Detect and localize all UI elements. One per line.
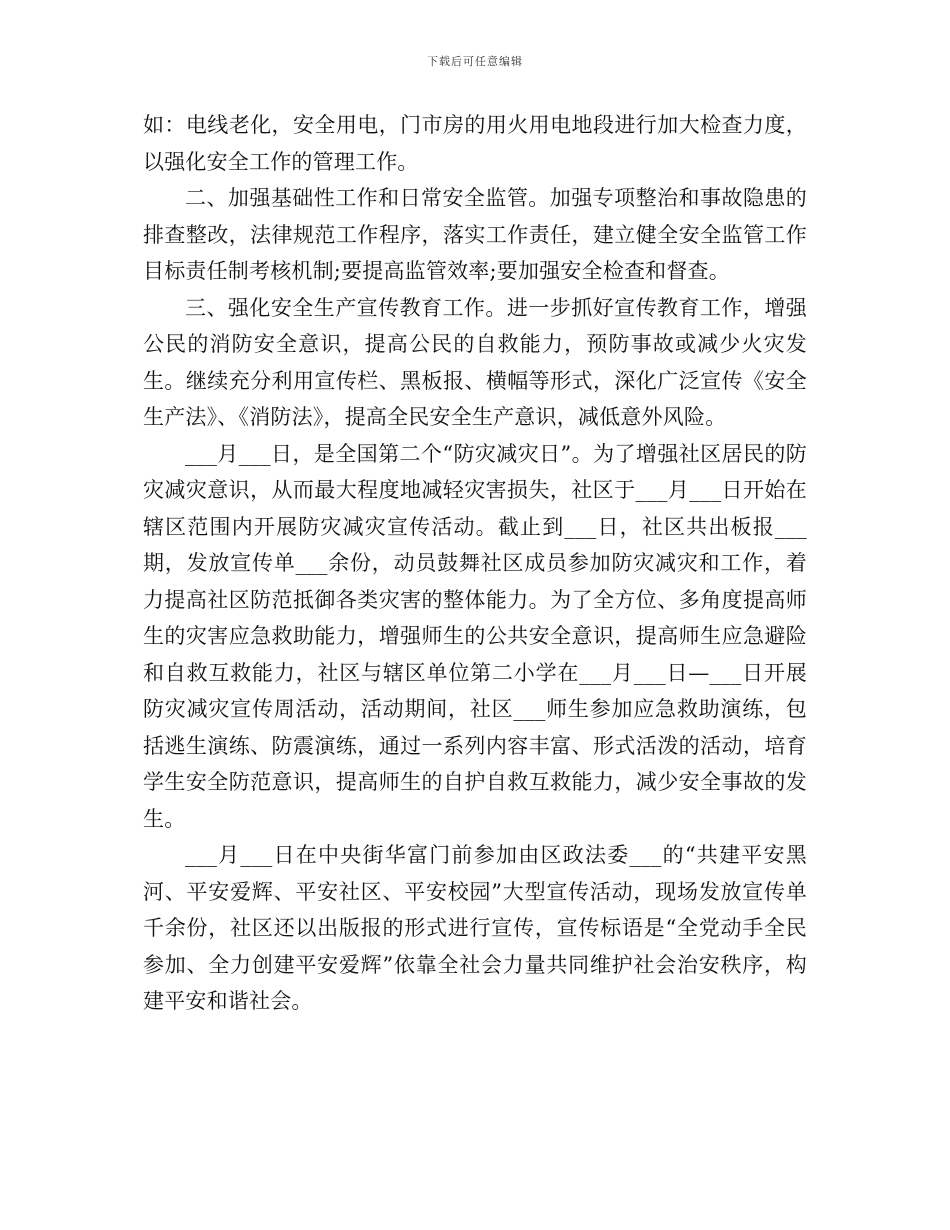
page-header: 下载后可任意编辑 xyxy=(427,55,523,68)
paragraph-5: ___月___日在中央街华富门前参加由区政法委___的“共建平安黑河、平安爱辉、平安社区、平安校园”大型宣传活动，现场发放宣传单千余份，社区还以出版报的形式进行宣传，宣传标语是“全党动手全民参加、全力创建平安爱辉”依靠全社会力量共同维护社会治安秩序，构建平安和谐社会。 xyxy=(143,843,807,1013)
paragraph-1: 如：电线老化，安全用电，门市房的用火用电地段进行加大检查力度，以强化安全工作的管理工作。 xyxy=(143,113,807,174)
paragraph-4: ___月___日，是全国第二个“防灾减灾日”。为了增强社区居民的防灾减灾意识，从而最大程度地减轻灾害损失，社区于___月___日开始在辖区范围内开展防灾减灾宣传活动。截止到___日，社区共出板报___期，发放宣传单___余份，动员鼓舞社区成员参加防灾减灾和工作，着力提高社区防范抵御各类灾害的整体能力。为了全方位、多角度提高师生的灾害应急救助能力，增强师生的公共安全意识，提高师生应急避险和自救互救能力，社区与辖区单位第二小学在___月___日—___日开展防灾减灾宣传周活动，活动期间，社区___师生参加应急救助演练，包括逃生演练、防震演练，通过一系列内容丰富、形式活泼的活动，培育学生安全防范意识，提高师生的自护自救互救能力，减少安全事故的发生。 xyxy=(143,441,807,831)
document-body xyxy=(143,107,807,1020)
paragraph-2: 二、加强基础性工作和日常安全监管。加强专项整治和事故隐患的排查整改，法律规范工作程序，落实工作责任，建立健全安全监管工作目标责任制考核机制;要提高监管效率;要加强安全检查和督查。 xyxy=(143,186,807,283)
paragraph-3: 三、强化安全生产宣传教育工作。进一步抓好宣传教育工作，增强公民的消防安全意识，提高公民的自救能力，预防事故或减少火灾发生。继续充分利用宣传栏、黑板报、横幅等形式，深化广泛宣传《安全生产法》、《消防法》，提高全民安全生产意识，减低意外风险。 xyxy=(143,295,807,429)
